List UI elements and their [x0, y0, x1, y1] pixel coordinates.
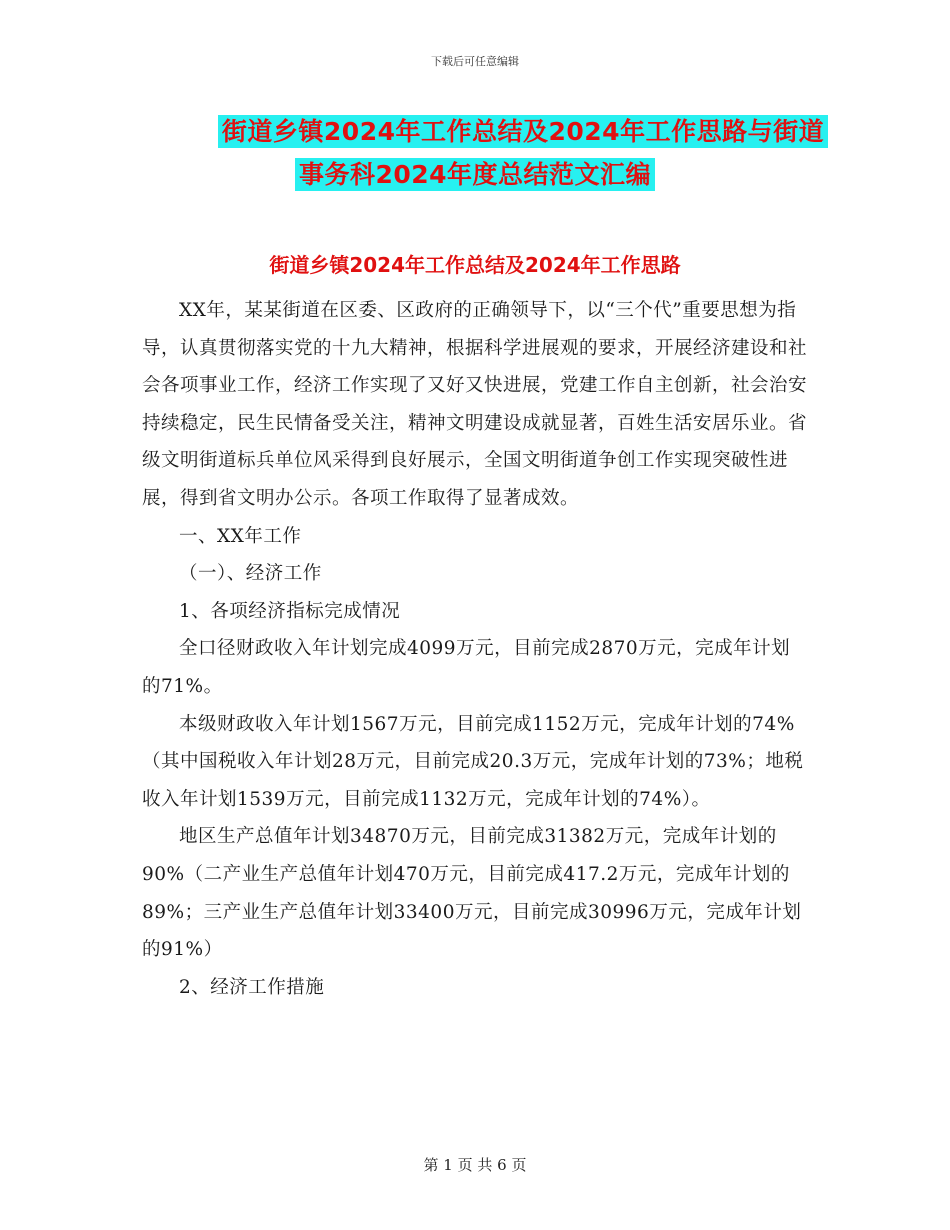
heading-economic-measures: 2、经济工作措施 [179, 976, 325, 998]
paragraph-intro: XX年，某某街道在区委、区政府的正确领导下，以“三个代”重要思想为指导，认真贯彻落实党的十九大精神，根据科学进展观的要求，开展经济建设和社会各项事业工作，经济工作实现了又好又快进展，党建工作自主创新，社会治安持续稳定，民生民情备受关注，精神文明建设成就显著，百姓生活安居乐业。省级文明街道标兵单位风采得到良好展示，全国文明街道争创工作实现突破性进展，得到省文明办公示。各项工作取得了显著成效。 [142, 300, 808, 509]
heading-economic-work: （一）、经济工作 [179, 563, 322, 585]
document-title-text-2: 事务科2024年度总结范文汇编 [295, 158, 655, 191]
heading-economic-indicators: 1、各项经济指标完成情况 [179, 600, 401, 622]
document-title-text-1: 街道乡镇2024年工作总结及2024年工作思路与街道 [218, 115, 828, 148]
section-title: 街道乡镇2024年工作总结及2024年工作思路 [269, 253, 681, 277]
document-title-line-2 [0, 155, 950, 191]
header-note: 下载后可任意编辑 [431, 55, 519, 68]
document-body [142, 292, 807, 1006]
document-title-line-1 [0, 112, 950, 148]
page-footer: 第 1 页 共 6 页 [423, 1156, 527, 1174]
paragraph-fiscal-revenue: 全口径财政收入年计划完成4099万元，目前完成2870万元，完成年计划的71%。 [142, 638, 791, 697]
paragraph-gdp: 地区生产总值年计划34870万元，目前完成31382万元，完成年计划的90%（二产业生产总值年计划470万元，目前完成417.2万元，完成年计划的89%；三产业生产总值年计划33400万元，目前完成30996万元，完成年计划的91%） [142, 826, 802, 961]
paragraph-local-fiscal: 本级财政收入年计划1567万元，目前完成1152万元，完成年计划的74%（其中国税收入年计划28万元，目前完成20.3万元，完成年计划的73%；地税收入年计划1539万元，目前完成1132万元，完成年计划的74%）。 [142, 713, 804, 810]
heading-section-1: 一、XX年工作 [179, 525, 302, 547]
